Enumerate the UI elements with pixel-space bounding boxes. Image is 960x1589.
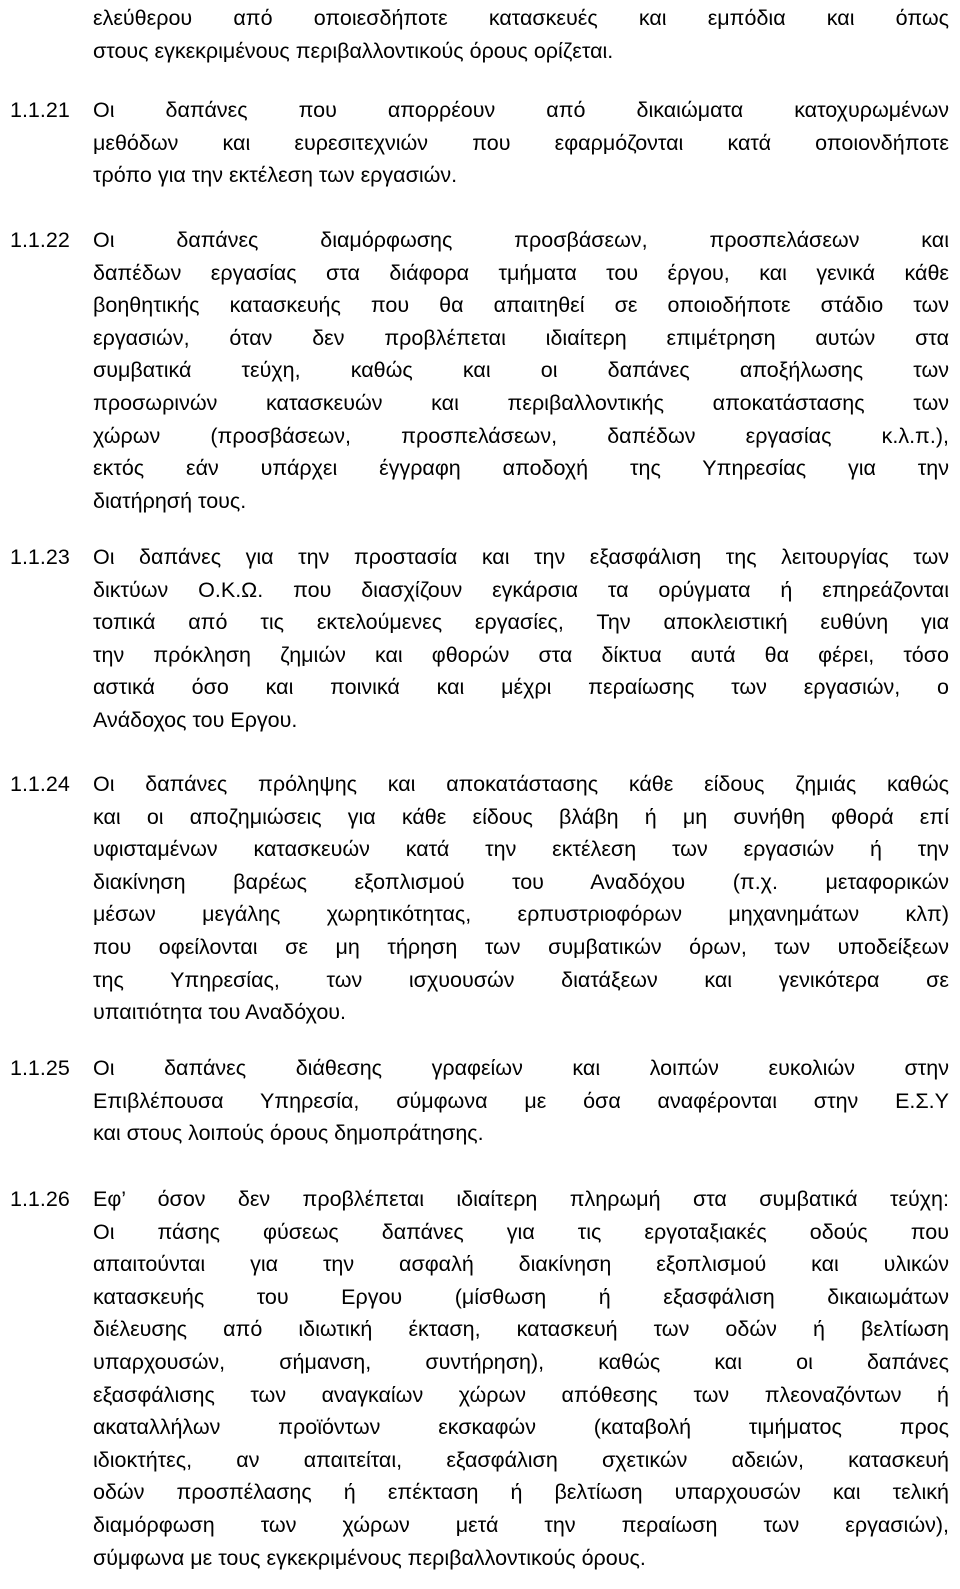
text-line: Ανάδοχος του Εργου. xyxy=(93,707,298,732)
clause-number: 1.1.21 xyxy=(10,98,70,122)
clause-number: 1.1.23 xyxy=(10,545,70,569)
paragraph-text xyxy=(93,768,949,1029)
text-line: προσωρινών κατασκευών και περιβαλλοντικής αποκατάστασης των xyxy=(93,390,949,415)
text-line: Οι πάσης φύσεως δαπάνες για τις εργοταξιακές οδούς που xyxy=(93,1219,949,1244)
text-line: στους εγκεκριμένους περιβαλλοντικούς όρους ορίζεται. xyxy=(93,38,614,63)
text-line: δικτύων Ο.Κ.Ω. που διασχίζουν εγκάρσια τα ορύγματα ή επηρεάζονται xyxy=(93,577,949,602)
clause-number: 1.1.26 xyxy=(10,1187,70,1211)
text-line: την πρόκληση ζημιών και φθορών στα δίκτυα αυτά θα φέρει, τόσο xyxy=(93,642,949,667)
text-line: διέλευσης από ιδιωτική έκταση, κατασκευή των οδών ή βελτίωση xyxy=(93,1317,949,1342)
text-line: που οφείλονται σε μη τήρηση των συμβατικών όρων, των υποδείξεων xyxy=(93,934,949,959)
clause-number: 1.1.22 xyxy=(10,228,70,252)
text-line: σύμφωνα με τους εγκεκριμένους περιβαλλοντικούς όρους. xyxy=(93,1545,646,1570)
text-line: τοπικά από τις εκτελούμενες εργασίες, Την αποκλειστική ευθύνη για xyxy=(93,610,949,635)
text-line: χώρων (προσβάσεων, προσπελάσεων, δαπέδων εργασίας κ.λ.π.), xyxy=(93,423,949,448)
text-line: εκτός εάν υπάρχει έγγραφη αποδοχή της Υπηρεσίας για την xyxy=(93,456,949,481)
text-line: ιδιοκτήτες, αν απαιτείται, εξασφάλιση σχετικών αδειών, κατασκευή xyxy=(93,1447,949,1472)
paragraph-text xyxy=(93,1052,949,1150)
text-line: υπαρχουσών, σήμανση, συντήρηση), καθώς και οι δαπάνες xyxy=(93,1349,949,1374)
text-line: Οι δαπάνες για την προστασία και την εξασφάλιση της λειτουργίας των xyxy=(93,545,949,569)
text-line: υφισταμένων κατασκευών κατά την εκτέλεση των εργασιών ή την xyxy=(93,837,949,862)
text-line: συμβατικά τεύχη, καθώς και οι δαπάνες αποξήλωσης των xyxy=(93,358,949,383)
text-line: διακίνηση βαρέως εξοπλισμού του Αναδόχου (π.χ. μεταφορικών xyxy=(93,869,949,894)
text-line: οδών προσπέλασης ή επέκταση ή βελτίωση υπαρχουσών και τελική xyxy=(93,1480,949,1505)
paragraph-text xyxy=(93,224,949,517)
clause-number: 1.1.25 xyxy=(10,1056,70,1080)
text-line: και στους λοιπούς όρους δημοπράτησης. xyxy=(93,1121,484,1146)
text-line: Οι δαπάνες διαμόρφωσης προσβάσεων, προσπελάσεων και xyxy=(93,228,949,252)
text-line: διατήρησή τους. xyxy=(93,488,247,513)
text-line: απαιτούνται για την ασφαλή διακίνηση εξοπλισμού και υλικών xyxy=(93,1252,949,1277)
text-line: Οι δαπάνες που απορρέουν από δικαιώματα κατοχυρωμένων xyxy=(93,98,949,122)
text-line: και οι αποζημιώσεις για κάθε είδους βλάβη ή μη συνήθη φθορά επί xyxy=(93,804,949,829)
text-line: διαμόρφωση των χώρων μετά την περαίωση των εργασιών), xyxy=(93,1512,949,1537)
text-line: ελεύθερου από οποιεσδήποτε κατασκευές και εμπόδια και όπως xyxy=(93,6,949,30)
text-line: μέσων μεγάλης χωρητικότητας, ερπυστριοφόρων μηχανημάτων κλπ) xyxy=(93,902,949,927)
text-line: εργασιών, όταν δεν προβλέπεται ιδιαίτερη επιμέτρηση αυτών στα xyxy=(93,325,949,350)
text-line: αστικά όσο και ποινικά και μέχρι περαίωσης των εργασιών, ο xyxy=(93,675,949,700)
paragraph-text xyxy=(93,541,949,737)
text-line: της Υπηρεσίας, των ισχυουσών διατάξεων και γενικότερα σε xyxy=(93,967,949,992)
text-line: εξασφάλισης των αναγκαίων χώρων απόθεσης των πλεοναζόντων ή xyxy=(93,1382,949,1407)
text-line: Οι δαπάνες διάθεσης γραφείων και λοιπών ευκολιών στην xyxy=(93,1056,949,1080)
text-line: μεθόδων και ευρεσιτεχνιών που εφαρμόζονται κατά οποιονδήποτε xyxy=(93,130,949,155)
text-line: Επιβλέπουσα Υπηρεσία, σύμφωνα με όσα αναφέρονται στην Ε.Σ.Υ xyxy=(93,1088,949,1113)
text-line: κατασκευής του Εργου (μίσθωση ή εξασφάλιση δικαιωμάτων xyxy=(93,1284,949,1309)
text-line: Οι δαπάνες πρόληψης και αποκατάστασης κάθε είδους ζημιάς καθώς xyxy=(93,772,949,796)
text-line: υπαιτιότητα του Αναδόχου. xyxy=(93,1000,347,1025)
text-line: δαπέδων εργασίας στα διάφορα τμήματα του έργου, και γενικά κάθε xyxy=(93,260,949,285)
text-line: ακαταλλήλων προϊόντων εκσκαφών (καταβολή τιμήματος προς xyxy=(93,1415,949,1440)
clause-number: 1.1.24 xyxy=(10,772,70,796)
text-line: Εφ’ όσον δεν προβλέπεται ιδιαίτερη πληρωμή στα συμβατικά τεύχη: xyxy=(93,1187,949,1211)
text-line: τρόπο για την εκτέλεση των εργασιών. xyxy=(93,163,458,188)
text-line: βοηθητικής κατασκευής που θα απαιτηθεί σε οποιοδήποτε στάδιο των xyxy=(93,293,949,318)
paragraph-text xyxy=(93,94,949,192)
paragraph-text xyxy=(93,1183,949,1574)
paragraph-text xyxy=(93,2,949,67)
